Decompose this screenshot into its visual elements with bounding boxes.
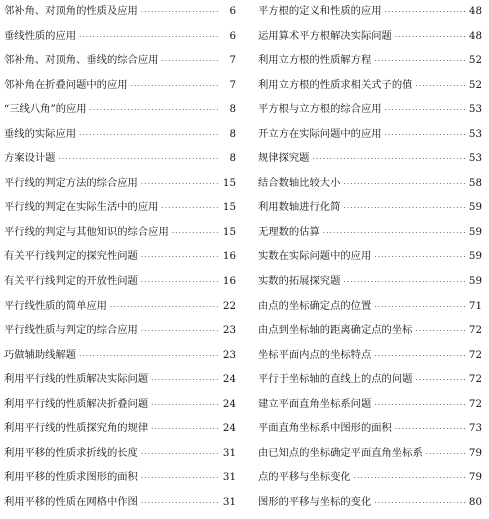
toc-entry (4, 372, 236, 397)
toc-entry-page: 23 (222, 348, 236, 361)
toc-entry-page: 48 (468, 29, 482, 42)
toc-entry-page: 71 (468, 299, 482, 312)
dot-leader (172, 226, 219, 240)
toc-entry (258, 225, 482, 250)
toc-entry-title: 方案设计题 (4, 152, 56, 165)
toc-entry-page: 53 (468, 103, 482, 116)
toc-entry (258, 372, 482, 397)
dot-leader (79, 30, 219, 44)
dot-leader (374, 300, 465, 314)
toc-entry-page: 59 (468, 250, 482, 263)
toc-entry (258, 249, 482, 274)
toc-entry-page: 59 (468, 225, 482, 238)
toc-entry-page: 31 (222, 471, 236, 484)
toc-entry-title: 邻补角、对顶角、垂线的综合应用 (4, 54, 159, 67)
toc-entry-title: 坐标平面内点的坐标特点 (258, 348, 372, 361)
toc-entry (4, 299, 236, 324)
toc-entry-page: 59 (468, 275, 482, 288)
toc-entry-title: 由点的坐标确定点的位置 (258, 299, 372, 312)
toc-entry-title: 结合数轴比较大小 (258, 176, 341, 189)
toc-entry-page: 7 (229, 78, 236, 91)
toc-entry-page: 52 (468, 78, 482, 91)
toc-entry-title: 实数的拓展探究题 (258, 275, 341, 288)
dot-leader (141, 250, 219, 264)
toc-entry-page: 15 (222, 201, 236, 214)
toc-entry (258, 78, 482, 103)
toc-entry-title: 利用平行线的性质解决折叠问题 (4, 397, 149, 410)
dot-leader (415, 373, 465, 387)
toc-entry-page: 8 (229, 127, 236, 140)
toc-entry-page: 23 (222, 324, 236, 337)
toc-entry (258, 4, 482, 29)
toc-entry-title: 邻补角、对顶角的性质及应用 (4, 5, 138, 17)
toc-entry-page: 53 (468, 127, 482, 140)
toc-entry-title: 由已知点的坐标确定平面直角坐标系 (258, 446, 423, 459)
toc-entry-page: 16 (222, 250, 236, 263)
toc-entry-title: 利用平行线的性质解决实际问题 (4, 373, 149, 386)
dot-leader (385, 103, 465, 117)
dot-leader (141, 5, 219, 19)
toc-entry-page: 59 (468, 201, 482, 214)
toc-entry-page: 8 (229, 152, 236, 165)
toc-entry-page: 24 (222, 397, 236, 410)
toc-entry-title: 垂线性质的应用 (4, 29, 77, 42)
toc-entry-title: 图形的平移与坐标的变化 (258, 495, 372, 508)
toc-entry-title: 平行线性质的简单应用 (4, 299, 107, 312)
dot-leader (141, 496, 219, 510)
dot-leader (374, 398, 465, 412)
toc-entry-title: 平行线的判定与其他知识的综合应用 (4, 225, 169, 238)
dot-leader (161, 201, 219, 215)
toc-entry-title: 有关平行线判定的开放性问题 (4, 275, 138, 288)
toc-right-column (258, 4, 482, 519)
toc-entry-title: 平行线性质与判定的综合应用 (4, 324, 138, 337)
toc-entry-title: 开立方在实际问题中的应用 (258, 127, 382, 140)
toc-entry-title: 平方根与立方根的综合应用 (258, 103, 382, 116)
dot-leader (141, 471, 219, 485)
toc-entry (4, 200, 236, 225)
toc-entry (258, 348, 482, 373)
toc-entry (4, 274, 236, 299)
toc-entry (258, 102, 482, 127)
toc-entry-page: 80 (468, 495, 482, 508)
toc-entry-page: 22 (222, 299, 236, 312)
dot-leader (131, 79, 219, 93)
toc-entry-title: 点的平移与坐标变化 (258, 471, 351, 484)
toc-entry (4, 29, 236, 54)
toc-entry-title: 平行于坐标轴的直线上的点的问题 (258, 373, 413, 386)
toc-entry-title: 平行线的判定在实际生活中的应用 (4, 201, 159, 214)
dot-leader (374, 54, 465, 68)
toc-entry (4, 397, 236, 422)
toc-entry (258, 299, 482, 324)
toc-entry-title: 规律探究题 (258, 152, 310, 165)
toc-entry-title: 邻补角在折叠问题中的应用 (4, 78, 128, 91)
dot-leader (415, 79, 465, 93)
toc-entry (4, 127, 236, 152)
dot-leader (354, 471, 465, 485)
toc-entry (4, 225, 236, 250)
dot-leader (110, 300, 219, 314)
dot-leader (374, 250, 465, 264)
toc-entry-page: 58 (468, 176, 482, 189)
toc-entry-page: 16 (222, 275, 236, 288)
toc-entry-page: 7 (229, 54, 236, 67)
dot-leader (141, 275, 219, 289)
dot-leader (58, 152, 219, 166)
toc-entry (258, 29, 482, 54)
dot-leader (151, 398, 219, 412)
dot-leader (385, 128, 465, 142)
toc-entry (258, 53, 482, 78)
toc-entry-page: 31 (222, 446, 236, 459)
toc-left-column (4, 4, 236, 519)
toc-entry-page: 8 (229, 103, 236, 116)
dot-leader (79, 128, 219, 142)
toc-entry-title: 利用立方根的性质求相关式子的值 (258, 78, 413, 91)
toc-entry-page: 15 (222, 176, 236, 189)
toc-entry (4, 151, 236, 176)
toc-entry (258, 323, 482, 348)
toc-entry (4, 323, 236, 348)
toc-entry-page: 72 (468, 373, 482, 386)
toc-entry-page: 24 (222, 373, 236, 386)
toc-entry-page: 72 (468, 397, 482, 410)
toc-entry-page: 6 (229, 5, 236, 17)
toc-entry (258, 495, 482, 519)
toc-entry (258, 200, 482, 225)
dot-leader (374, 349, 465, 363)
toc-entry-page: 79 (468, 471, 482, 484)
dot-leader (343, 201, 465, 215)
dot-leader (141, 324, 219, 338)
toc-entry-page: 24 (222, 422, 236, 435)
toc-entry-title: 实数在实际问题中的应用 (258, 250, 372, 263)
toc-entry-title: “三线八角”的应用 (4, 103, 87, 116)
dot-leader (385, 5, 465, 19)
toc-entry (258, 397, 482, 422)
dot-leader (141, 177, 219, 191)
dot-leader (79, 349, 219, 363)
toc-entry-page: 52 (468, 54, 482, 67)
toc-entry (258, 176, 482, 201)
toc-entry-title: 巧做辅助线解题 (4, 348, 77, 361)
toc-entry (258, 446, 482, 471)
toc-entry (4, 495, 236, 519)
toc-entry (258, 127, 482, 152)
dot-leader (141, 447, 219, 461)
toc-entry-page: 6 (229, 29, 236, 42)
toc-entry-title: 垂线的实际应用 (4, 127, 77, 140)
toc-entry-page: 72 (468, 348, 482, 361)
toc-entry-page: 48 (468, 5, 482, 17)
dot-leader (90, 103, 219, 117)
toc-entry-title: 利用平移的性质求折线的长度 (4, 446, 138, 459)
toc-entry-title: 利用立方根的性质解方程 (258, 54, 372, 67)
toc-entry (4, 78, 236, 103)
toc-entry (4, 176, 236, 201)
dot-leader (395, 422, 465, 436)
dot-leader (151, 373, 219, 387)
dot-leader (395, 30, 465, 44)
toc-entry (4, 446, 236, 471)
dot-leader (312, 152, 465, 166)
toc-entry (4, 421, 236, 446)
dot-leader (374, 496, 465, 510)
toc-entry-title: 建立平面直角坐标系问题 (258, 397, 372, 410)
toc-entry-title: 平面直角坐标系中图形的面积 (258, 422, 392, 435)
toc-entry-page: 31 (222, 495, 236, 508)
toc-entry-page: 15 (222, 225, 236, 238)
toc-entry (4, 102, 236, 127)
dot-leader (161, 54, 219, 68)
dot-leader (343, 177, 465, 191)
toc-entry-title: 有关平行线判定的探究性问题 (4, 250, 138, 263)
toc-entry (258, 274, 482, 299)
toc-entry-page: 79 (468, 446, 482, 459)
toc-entry-title: 利用平移的性质求图形的面积 (4, 471, 138, 484)
toc-entry-title: 无理数的估算 (258, 225, 320, 238)
toc-entry (258, 470, 482, 495)
toc-entry-title: 平行线的判定方法的综合应用 (4, 176, 138, 189)
toc-entry-title: 由点到坐标轴的距离确定点的坐标 (258, 324, 413, 337)
toc-entry-page: 53 (468, 152, 482, 165)
dot-leader (343, 275, 465, 289)
dot-leader (415, 324, 465, 338)
toc-entry (258, 151, 482, 176)
dot-leader (151, 422, 219, 436)
toc-entry (4, 53, 236, 78)
toc-entry (258, 421, 482, 446)
toc-entry (4, 470, 236, 495)
dot-leader (323, 226, 465, 240)
toc-entry-title: 利用数轴进行化简 (258, 201, 341, 214)
toc-entry (4, 249, 236, 274)
dot-leader (426, 447, 465, 461)
toc-entry-title: 利用平移的性质在网格中作图 (4, 495, 138, 508)
toc-entry (4, 348, 236, 373)
toc-entry-title: 利用平行线的性质探究角的规律 (4, 422, 149, 435)
toc-entry-title: 平方根的定义和性质的应用 (258, 5, 382, 17)
toc-entry-page: 73 (468, 422, 482, 435)
toc-entry-title: 运用算术平方根解决实际问题 (258, 29, 392, 42)
toc-entry-page: 72 (468, 324, 482, 337)
toc-entry (4, 4, 236, 29)
